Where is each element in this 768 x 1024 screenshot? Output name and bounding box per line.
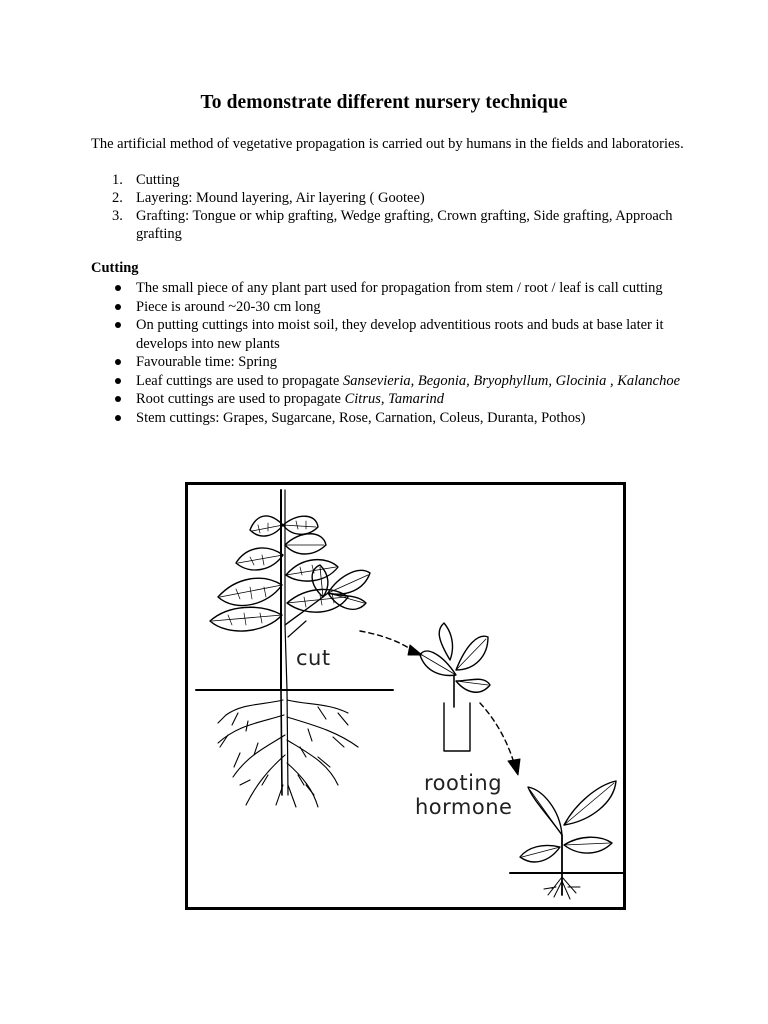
plant-leaves — [210, 516, 348, 631]
list-item — [91, 279, 681, 298]
arrow-2 — [480, 703, 514, 763]
list-item-text: Layering: Mound layering, Air layering ( Gootee) — [136, 190, 425, 206]
methods-list — [91, 171, 691, 243]
list-item-text: Grafting: Tongue or whip grafting, Wedge grafting, Crown grafting, Side grafting, Approach grafting — [136, 208, 673, 242]
intro-paragraph: The artificial method of vegetative propagation is carried out by humans in the fields and laboratories. — [91, 136, 684, 152]
cut-mark — [288, 621, 306, 637]
bullet-icon — [115, 304, 121, 310]
species-names: Citrus, Tamarind — [344, 391, 444, 407]
bullet-icon — [115, 378, 121, 384]
list-item-text: Cutting — [136, 172, 180, 188]
bullet-icon — [115, 359, 121, 365]
illustration-drawing — [188, 485, 623, 907]
list-item — [91, 207, 691, 243]
list-item — [91, 189, 691, 207]
bullet-text: Favourable time: Spring — [136, 354, 277, 370]
list-item — [91, 353, 681, 372]
list-number: 1. — [112, 172, 123, 188]
section-heading-cutting: Cutting — [91, 260, 139, 276]
list-item — [91, 316, 681, 353]
label-rooting: rooting — [424, 771, 503, 795]
bullet-icon — [115, 396, 121, 402]
label-hormone: hormone — [415, 795, 513, 819]
page-title: To demonstrate different nursery technique — [200, 92, 568, 113]
bullet-text: Stem cuttings: Grapes, Sugarcane, Rose, Carnation, Coleus, Duranta, Pothos) — [136, 409, 586, 426]
bullet-icon — [115, 415, 121, 421]
cutting-bullet-list — [91, 279, 681, 427]
cutting-in-tube — [420, 623, 490, 751]
list-item — [91, 372, 681, 391]
list-item — [91, 409, 681, 428]
bullet-icon — [115, 285, 121, 291]
arrow-1 — [360, 631, 413, 651]
species-names: Sansevieria, Begonia, Bryophyllum, Glocinia , Kalanchoe — [342, 372, 681, 389]
bullet-text-prefix: Root cuttings are used to propagate — [136, 391, 345, 407]
rooted-plant — [520, 781, 616, 899]
hormone-tube — [444, 703, 470, 751]
bullet-text-prefix: Leaf cuttings are used to propagate — [136, 372, 343, 389]
bullet-text: The small piece of any plant part used for propagation from stem / root / leaf is call cutting — [136, 280, 663, 296]
cut-branch — [285, 593, 328, 625]
label-cut: cut — [296, 646, 331, 670]
list-item — [91, 298, 681, 317]
list-item — [91, 171, 691, 189]
bullet-icon — [115, 322, 121, 328]
cutting-illustration — [185, 482, 626, 910]
bullet-text: Piece is around ~20-30 cm long — [136, 298, 321, 315]
list-number: 3. — [112, 208, 123, 224]
list-number: 2. — [112, 190, 123, 206]
bullet-text: On putting cuttings into moist soil, they develop adventitious roots and buds at base later it develops into new plants — [136, 317, 664, 352]
list-item — [91, 390, 681, 409]
